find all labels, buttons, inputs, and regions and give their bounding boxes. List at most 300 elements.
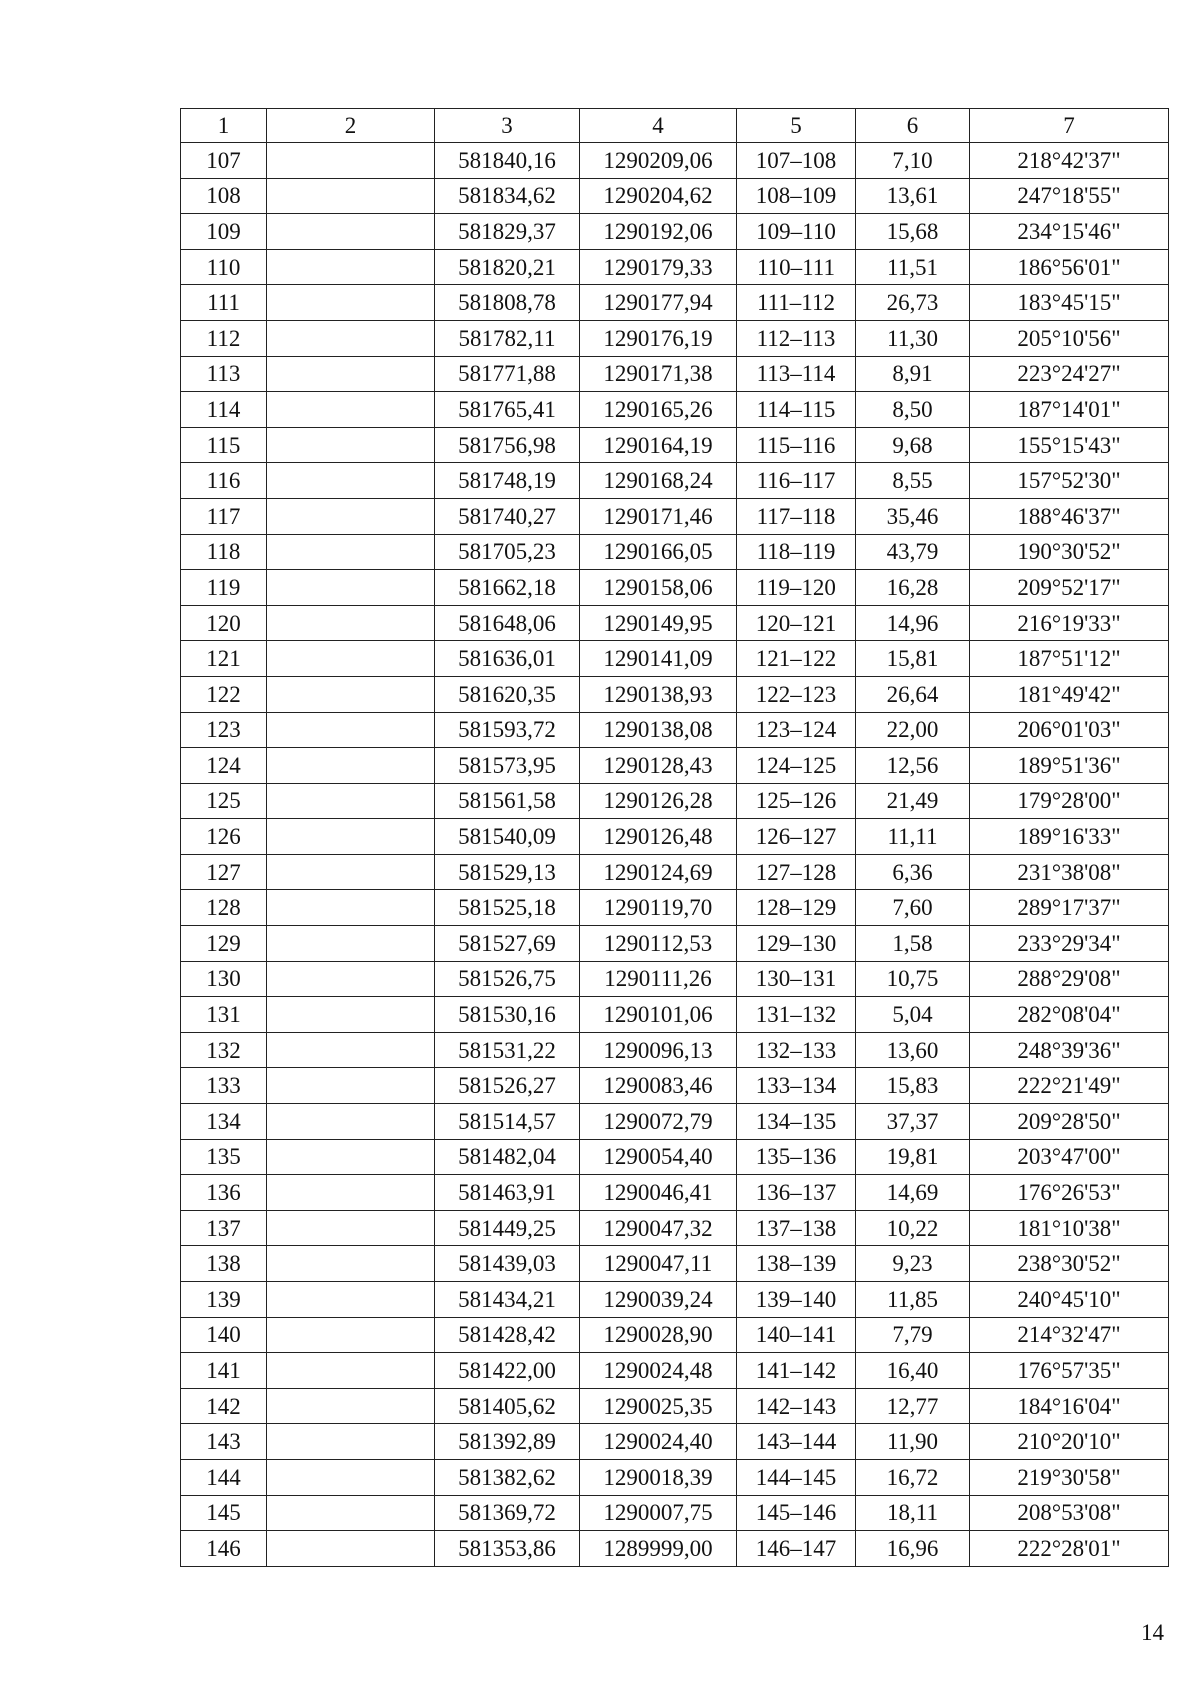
table-cell: 142: [181, 1388, 267, 1424]
table-cell: 1,58: [856, 926, 970, 962]
table-cell: 15,81: [856, 641, 970, 677]
table-cell: 128–129: [737, 890, 856, 926]
table-row: [181, 819, 1169, 855]
table-row: [181, 1388, 1169, 1424]
table-cell: 15,83: [856, 1068, 970, 1104]
table-cell: [267, 1175, 435, 1211]
table-cell: 581593,72: [435, 712, 580, 748]
table-row: [181, 1495, 1169, 1531]
table-cell: 134–135: [737, 1104, 856, 1140]
table-cell: 107–108: [737, 143, 856, 179]
table-row: [181, 1210, 1169, 1246]
table-cell: 136–137: [737, 1175, 856, 1211]
table-cell: [267, 1032, 435, 1068]
table-cell: 581439,03: [435, 1246, 580, 1282]
table-row: [181, 961, 1169, 997]
table-row: [181, 249, 1169, 285]
table-cell: 11,11: [856, 819, 970, 855]
table-cell: 581648,06: [435, 605, 580, 641]
table-cell: 179°28'00": [970, 783, 1169, 819]
table-cell: 109–110: [737, 214, 856, 250]
table-row: [181, 1175, 1169, 1211]
table-row: [181, 1104, 1169, 1140]
table-cell: 1290126,48: [580, 819, 737, 855]
table-cell: 1290007,75: [580, 1495, 737, 1531]
table-cell: 112: [181, 320, 267, 356]
table-cell: 111: [181, 285, 267, 321]
table-row: [181, 214, 1169, 250]
table-cell: 238°30'52": [970, 1246, 1169, 1282]
table-cell: 124–125: [737, 748, 856, 784]
table-row: [181, 997, 1169, 1033]
table-cell: 581353,86: [435, 1531, 580, 1567]
table-cell: 10,22: [856, 1210, 970, 1246]
table-cell: 113: [181, 356, 267, 392]
table-cell: 282°08'04": [970, 997, 1169, 1033]
column-header: 3: [435, 109, 580, 143]
table-cell: 581514,57: [435, 1104, 580, 1140]
table-cell: 203°47'00": [970, 1139, 1169, 1175]
table-cell: 9,23: [856, 1246, 970, 1282]
table-row: [181, 178, 1169, 214]
table-cell: 1290047,11: [580, 1246, 737, 1282]
table-cell: 581530,16: [435, 997, 580, 1033]
table-cell: 118–119: [737, 534, 856, 570]
table-cell: 581662,18: [435, 570, 580, 606]
table-cell: 122: [181, 676, 267, 712]
table-cell: 223°24'27": [970, 356, 1169, 392]
table-cell: 209°28'50": [970, 1104, 1169, 1140]
column-header: 7: [970, 109, 1169, 143]
table-cell: 117–118: [737, 498, 856, 534]
table-cell: [267, 427, 435, 463]
table-cell: 181°49'42": [970, 676, 1169, 712]
table-cell: 145: [181, 1495, 267, 1531]
table-cell: 139–140: [737, 1282, 856, 1318]
table-cell: [267, 605, 435, 641]
table-cell: 26,64: [856, 676, 970, 712]
table-cell: 144: [181, 1459, 267, 1495]
table-cell: 581529,13: [435, 854, 580, 890]
table-cell: 13,61: [856, 178, 970, 214]
table-cell: 124: [181, 748, 267, 784]
table-cell: 1290166,05: [580, 534, 737, 570]
table-cell: 1290039,24: [580, 1282, 737, 1318]
table-cell: 1290141,09: [580, 641, 737, 677]
table-cell: 1290176,19: [580, 320, 737, 356]
table-row: [181, 463, 1169, 499]
table-cell: 581782,11: [435, 320, 580, 356]
table-cell: 581840,16: [435, 143, 580, 179]
table-cell: 129: [181, 926, 267, 962]
table-cell: 128: [181, 890, 267, 926]
table-cell: 107: [181, 143, 267, 179]
table-cell: 16,28: [856, 570, 970, 606]
table-cell: [267, 392, 435, 428]
table-row: [181, 926, 1169, 962]
table-cell: 11,30: [856, 320, 970, 356]
table-cell: 219°30'58": [970, 1459, 1169, 1495]
table-cell: 214°32'47": [970, 1317, 1169, 1353]
table-row: [181, 605, 1169, 641]
table-cell: [267, 997, 435, 1033]
table-cell: 125: [181, 783, 267, 819]
table-cell: 581561,58: [435, 783, 580, 819]
table-cell: 142–143: [737, 1388, 856, 1424]
table-cell: 116: [181, 463, 267, 499]
table-header-row: [181, 109, 1169, 143]
table-cell: 1290054,40: [580, 1139, 737, 1175]
table-cell: [267, 1495, 435, 1531]
table-cell: 581482,04: [435, 1139, 580, 1175]
table-cell: 143: [181, 1424, 267, 1460]
table-cell: [267, 498, 435, 534]
table-cell: [267, 214, 435, 250]
table-cell: [267, 819, 435, 855]
table-cell: 216°19'33": [970, 605, 1169, 641]
table-cell: 141: [181, 1353, 267, 1389]
table-cell: 1290101,06: [580, 997, 737, 1033]
table-cell: 123: [181, 712, 267, 748]
table-cell: 247°18'55": [970, 178, 1169, 214]
table-row: [181, 890, 1169, 926]
table-cell: 121–122: [737, 641, 856, 677]
table-cell: 133–134: [737, 1068, 856, 1104]
table-cell: 581428,42: [435, 1317, 580, 1353]
table-cell: 205°10'56": [970, 320, 1169, 356]
table-cell: 135–136: [737, 1139, 856, 1175]
table-cell: 581834,62: [435, 178, 580, 214]
table-cell: 109: [181, 214, 267, 250]
table-cell: 1290149,95: [580, 605, 737, 641]
table-cell: 146: [181, 1531, 267, 1567]
table-cell: 14,69: [856, 1175, 970, 1211]
table-cell: 581527,69: [435, 926, 580, 962]
table-cell: 1290165,26: [580, 392, 737, 428]
table-cell: 181°10'38": [970, 1210, 1169, 1246]
table-cell: [267, 1317, 435, 1353]
table-cell: 581540,09: [435, 819, 580, 855]
table-cell: 140–141: [737, 1317, 856, 1353]
table-cell: 1290096,13: [580, 1032, 737, 1068]
table-cell: 136: [181, 1175, 267, 1211]
table-cell: 12,56: [856, 748, 970, 784]
table-cell: [267, 641, 435, 677]
table-cell: 1290126,28: [580, 783, 737, 819]
table-cell: [267, 1139, 435, 1175]
table-cell: 206°01'03": [970, 712, 1169, 748]
table-cell: 1290192,06: [580, 214, 737, 250]
table-cell: 288°29'08": [970, 961, 1169, 997]
table-cell: 131–132: [737, 997, 856, 1033]
table-cell: [267, 285, 435, 321]
table-row: [181, 534, 1169, 570]
table-cell: 187°14'01": [970, 392, 1169, 428]
table-cell: 137–138: [737, 1210, 856, 1246]
table-cell: 132–133: [737, 1032, 856, 1068]
table-cell: 137: [181, 1210, 267, 1246]
table-cell: [267, 712, 435, 748]
table-cell: 145–146: [737, 1495, 856, 1531]
table-row: [181, 1317, 1169, 1353]
table-cell: 1289999,00: [580, 1531, 737, 1567]
table-cell: 1290209,06: [580, 143, 737, 179]
table-cell: 186°56'01": [970, 249, 1169, 285]
table-cell: 581382,62: [435, 1459, 580, 1495]
table-cell: 22,00: [856, 712, 970, 748]
table-row: [181, 570, 1169, 606]
table-row: [181, 1353, 1169, 1389]
table-cell: 581526,27: [435, 1068, 580, 1104]
table-row: [181, 1068, 1169, 1104]
table-cell: [267, 1282, 435, 1318]
table-cell: 37,37: [856, 1104, 970, 1140]
column-header: 1: [181, 109, 267, 143]
table-cell: [267, 320, 435, 356]
table-cell: 7,79: [856, 1317, 970, 1353]
table-cell: 581422,00: [435, 1353, 580, 1389]
table-cell: 1290124,69: [580, 854, 737, 890]
table-cell: [267, 1531, 435, 1567]
table-cell: 581829,37: [435, 214, 580, 250]
table-cell: 11,90: [856, 1424, 970, 1460]
table-cell: 15,68: [856, 214, 970, 250]
table-cell: 190°30'52": [970, 534, 1169, 570]
table-row: [181, 392, 1169, 428]
table-cell: 131: [181, 997, 267, 1033]
table-cell: 9,68: [856, 427, 970, 463]
table-cell: 6,36: [856, 854, 970, 890]
table-cell: 12,77: [856, 1388, 970, 1424]
table-cell: 1290119,70: [580, 890, 737, 926]
table-cell: 1290025,35: [580, 1388, 737, 1424]
table-row: [181, 1282, 1169, 1318]
table-cell: 112–113: [737, 320, 856, 356]
table-cell: 155°15'43": [970, 427, 1169, 463]
table-cell: 581392,89: [435, 1424, 580, 1460]
table-cell: [267, 534, 435, 570]
table-cell: 110: [181, 249, 267, 285]
table-cell: 118: [181, 534, 267, 570]
table-cell: 43,79: [856, 534, 970, 570]
table-cell: [267, 890, 435, 926]
table-cell: 581449,25: [435, 1210, 580, 1246]
table-row: [181, 783, 1169, 819]
table-row: [181, 676, 1169, 712]
table-cell: 10,75: [856, 961, 970, 997]
table-cell: [267, 178, 435, 214]
table-cell: 121: [181, 641, 267, 677]
table-cell: 108: [181, 178, 267, 214]
table-cell: 581434,21: [435, 1282, 580, 1318]
table-cell: 233°29'34": [970, 926, 1169, 962]
table-row: [181, 854, 1169, 890]
table-cell: 189°51'36": [970, 748, 1169, 784]
coordinates-table: [180, 108, 1169, 1567]
table-cell: 183°45'15": [970, 285, 1169, 321]
column-header: 5: [737, 109, 856, 143]
table-cell: 240°45'10": [970, 1282, 1169, 1318]
table-cell: 11,85: [856, 1282, 970, 1318]
table-row: [181, 641, 1169, 677]
table-cell: 8,91: [856, 356, 970, 392]
table-cell: 187°51'12": [970, 641, 1169, 677]
table-body: [181, 143, 1169, 1567]
table-cell: 21,49: [856, 783, 970, 819]
table-cell: 581531,22: [435, 1032, 580, 1068]
table-row: [181, 1139, 1169, 1175]
table-cell: 209°52'17": [970, 570, 1169, 606]
table-cell: 16,40: [856, 1353, 970, 1389]
table-cell: 581620,35: [435, 676, 580, 712]
table-cell: 19,81: [856, 1139, 970, 1175]
table-row: [181, 1424, 1169, 1460]
table-cell: 581525,18: [435, 890, 580, 926]
table-cell: 8,55: [856, 463, 970, 499]
table-cell: 222°21'49": [970, 1068, 1169, 1104]
table-cell: 176°57'35": [970, 1353, 1169, 1389]
table-cell: 1290158,06: [580, 570, 737, 606]
table-cell: 188°46'37": [970, 498, 1169, 534]
table-cell: 122–123: [737, 676, 856, 712]
table-cell: 581573,95: [435, 748, 580, 784]
table-cell: 210°20'10": [970, 1424, 1169, 1460]
table-cell: 125–126: [737, 783, 856, 819]
table-row: [181, 1531, 1169, 1567]
table-cell: [267, 926, 435, 962]
table-cell: 581369,72: [435, 1495, 580, 1531]
table-cell: 1290168,24: [580, 463, 737, 499]
table-cell: 248°39'36": [970, 1032, 1169, 1068]
table-cell: 1290112,53: [580, 926, 737, 962]
table-cell: 7,10: [856, 143, 970, 179]
table-cell: 581808,78: [435, 285, 580, 321]
table-cell: [267, 143, 435, 179]
table-cell: 1290024,48: [580, 1353, 737, 1389]
table-cell: 581771,88: [435, 356, 580, 392]
table-cell: 120–121: [737, 605, 856, 641]
table-cell: 126: [181, 819, 267, 855]
table-cell: 115: [181, 427, 267, 463]
table-cell: 1290171,38: [580, 356, 737, 392]
table-cell: 135: [181, 1139, 267, 1175]
table-cell: 113–114: [737, 356, 856, 392]
table-cell: [267, 356, 435, 392]
table-cell: 581765,41: [435, 392, 580, 428]
column-header: 6: [856, 109, 970, 143]
table-cell: [267, 249, 435, 285]
table-cell: [267, 1353, 435, 1389]
table-row: [181, 143, 1169, 179]
table-cell: 1290138,93: [580, 676, 737, 712]
table-cell: 141–142: [737, 1353, 856, 1389]
table-cell: 26,73: [856, 285, 970, 321]
column-header: 2: [267, 109, 435, 143]
table-cell: [267, 1104, 435, 1140]
table-cell: 114–115: [737, 392, 856, 428]
table-cell: 581820,21: [435, 249, 580, 285]
table-row: [181, 1459, 1169, 1495]
table-cell: 119–120: [737, 570, 856, 606]
table-cell: 134: [181, 1104, 267, 1140]
table-cell: 146–147: [737, 1531, 856, 1567]
table-cell: 133: [181, 1068, 267, 1104]
table-cell: 581748,19: [435, 463, 580, 499]
table-cell: 1290072,79: [580, 1104, 737, 1140]
table-row: [181, 356, 1169, 392]
table-cell: 1290046,41: [580, 1175, 737, 1211]
table-cell: 581740,27: [435, 498, 580, 534]
table-cell: 581636,01: [435, 641, 580, 677]
table-cell: 157°52'30": [970, 463, 1169, 499]
table-cell: 581756,98: [435, 427, 580, 463]
table-row: [181, 748, 1169, 784]
table-row: [181, 712, 1169, 748]
table-row: [181, 427, 1169, 463]
table-cell: 140: [181, 1317, 267, 1353]
table-cell: 110–111: [737, 249, 856, 285]
table-cell: 581526,75: [435, 961, 580, 997]
table-cell: 115–116: [737, 427, 856, 463]
table-cell: 234°15'46": [970, 214, 1169, 250]
table-cell: [267, 961, 435, 997]
table-cell: 127–128: [737, 854, 856, 890]
page-number: 14: [1141, 1620, 1164, 1645]
table-row: [181, 285, 1169, 321]
column-header: 4: [580, 109, 737, 143]
table-cell: 8,50: [856, 392, 970, 428]
table-cell: 1290177,94: [580, 285, 737, 321]
table-cell: 581705,23: [435, 534, 580, 570]
table-cell: 7,60: [856, 890, 970, 926]
table-cell: 1290138,08: [580, 712, 737, 748]
table-cell: [267, 1246, 435, 1282]
table-cell: 117: [181, 498, 267, 534]
table-cell: 138–139: [737, 1246, 856, 1282]
table-cell: 1290171,46: [580, 498, 737, 534]
table-cell: 289°17'37": [970, 890, 1169, 926]
table-cell: 1290018,39: [580, 1459, 737, 1495]
table-cell: [267, 854, 435, 890]
table-cell: [267, 748, 435, 784]
table-cell: 231°38'08": [970, 854, 1169, 890]
table-cell: 11,51: [856, 249, 970, 285]
table-cell: [267, 783, 435, 819]
table-cell: 35,46: [856, 498, 970, 534]
table-cell: 1290028,90: [580, 1317, 737, 1353]
table-row: [181, 498, 1169, 534]
table-cell: 1290047,32: [580, 1210, 737, 1246]
table-cell: 5,04: [856, 997, 970, 1033]
table-cell: 116–117: [737, 463, 856, 499]
table-cell: 143–144: [737, 1424, 856, 1460]
table-cell: [267, 1424, 435, 1460]
table-cell: 127: [181, 854, 267, 890]
table-cell: 18,11: [856, 1495, 970, 1531]
table-cell: 111–112: [737, 285, 856, 321]
table-cell: 184°16'04": [970, 1388, 1169, 1424]
table-cell: 119: [181, 570, 267, 606]
table-cell: [267, 1388, 435, 1424]
table-cell: 1290164,19: [580, 427, 737, 463]
table-cell: 108–109: [737, 178, 856, 214]
table-row: [181, 1246, 1169, 1282]
table-cell: [267, 570, 435, 606]
table-cell: 14,96: [856, 605, 970, 641]
table-cell: 130: [181, 961, 267, 997]
table-cell: 208°53'08": [970, 1495, 1169, 1531]
table-row: [181, 1032, 1169, 1068]
